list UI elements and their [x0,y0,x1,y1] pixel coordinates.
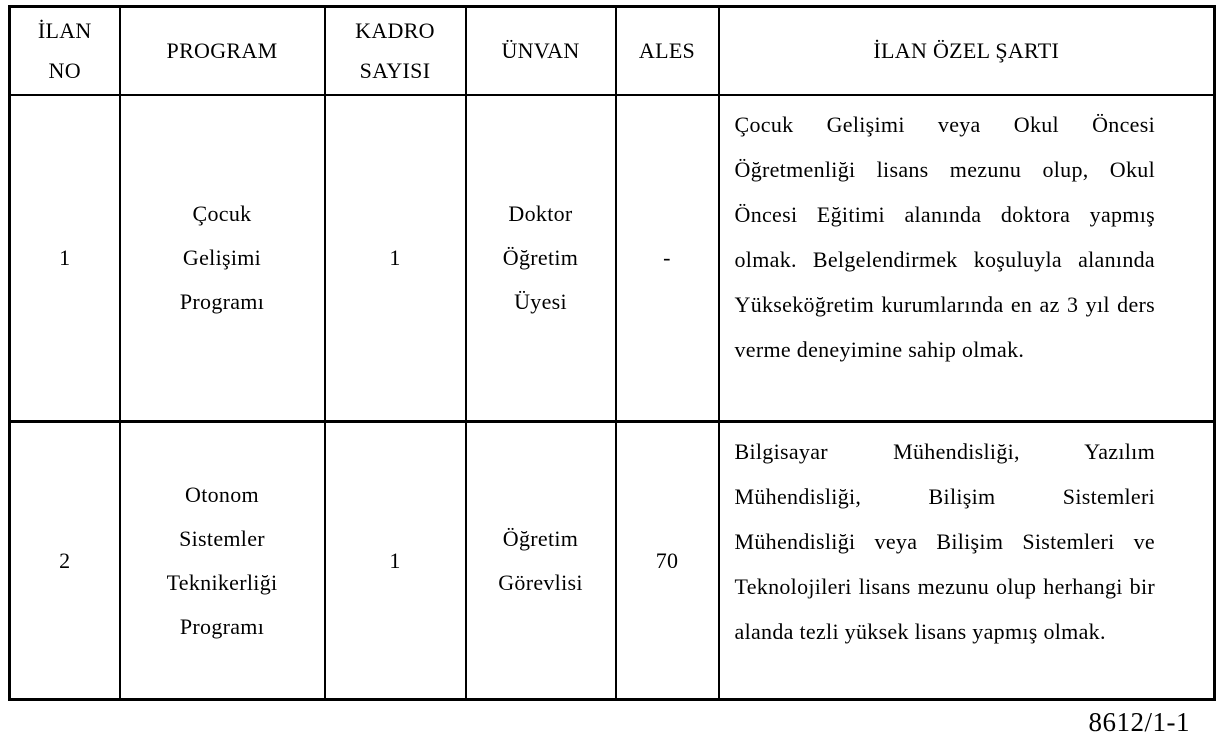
cell-ozel-sarti [719,95,1215,422]
ales-value: - [663,244,671,270]
unvan-value: Doktor Öğretim Üyesi [502,200,579,314]
ilan-no-value: 1 [59,244,71,270]
job-posting-table [8,5,1216,701]
header-cell-program [120,7,325,95]
header-cell-ozel-sarti [719,7,1215,95]
unvan-value: Öğretim Görevlisi [498,525,583,595]
header-label-ilan-no: İLAN NO [37,17,92,83]
header-label-ales: ALES [638,37,696,63]
header-label-program: PROGRAM [166,37,278,63]
cell-kadro-sayisi [325,95,466,422]
program-value: Çocuk Gelişimi Programı [179,200,265,314]
announcement-reference-number: 8612/1-1 [1088,707,1190,737]
kadro-sayisi-value: 1 [389,547,401,573]
header-label-kadro-sayisi: KADRO SAYISI [355,17,435,83]
cell-ozel-sarti [719,422,1215,700]
table-row [10,422,1215,700]
header-label-unvan: ÜNVAN [501,37,580,63]
cell-kadro-sayisi [325,422,466,700]
header-cell-ales [616,7,719,95]
kadro-sayisi-value: 1 [389,244,401,270]
header-cell-unvan [466,7,616,95]
ales-value: 70 [655,547,679,573]
cell-ilan-no [10,422,120,700]
cell-ilan-no [10,95,120,422]
header-cell-kadro-sayisi [325,7,466,95]
table-row [10,95,1215,422]
cell-ales [616,422,719,700]
cell-ales [616,95,719,422]
header-label-ozel-sarti: İLAN ÖZEL ŞARTI [873,37,1060,63]
cell-program [120,95,325,422]
ozel-sarti-text: Bilgisayar Mühendisliği, Yazılım Mühendisliği, Bilişim Sistemleri Mühendisliği veya Bilişim Sistemleri ve Teknolojileri lisans mezunu olup herhangi bir alanda tezli yüksek lisans yapmış olmak. [734,439,1155,644]
ilan-no-value: 2 [59,547,71,573]
cell-unvan [466,95,616,422]
table-header-row [10,7,1215,95]
program-value: Otonom Sistemler Teknikerliği Programı [166,481,278,639]
header-cell-ilan-no [10,7,120,95]
ozel-sarti-text: Çocuk Gelişimi veya Okul Öncesi Öğretmenliği lisans mezunu olup, Okul Öncesi Eğitimi alanında doktora yapmış olmak. Belgelendirmek koşuluyla alanında Yükseköğretim kurumlarında en az 3 yıl ders verme deneyimine sahip olmak. [734,111,1155,362]
cell-unvan [466,422,616,700]
cell-program [120,422,325,700]
